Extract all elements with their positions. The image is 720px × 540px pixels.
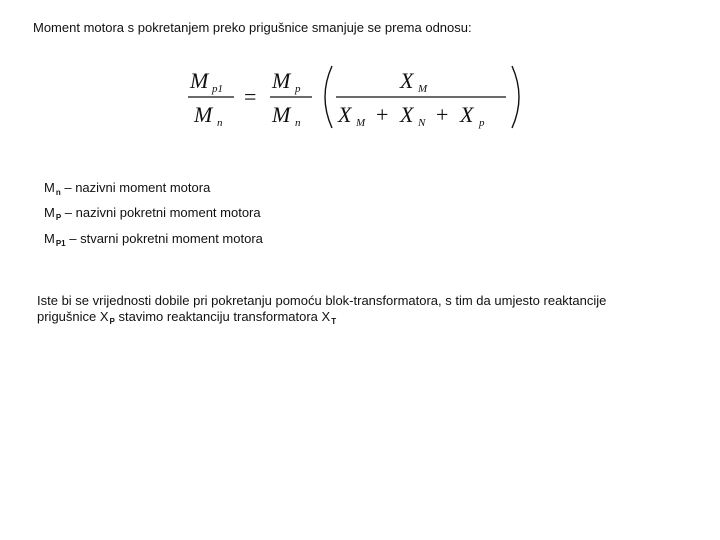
inner-numerator-sub: M — [418, 83, 428, 95]
definition-text: – nazivni moment motora — [60, 180, 211, 195]
lhs-numerator: M — [190, 68, 209, 93]
right-paren — [512, 66, 519, 128]
rhs-denominator: M — [272, 102, 291, 127]
inner-numerator: X — [400, 68, 414, 93]
inner-den-term-2-sub: N — [418, 117, 426, 129]
rhs-numerator-sub: p — [295, 83, 301, 95]
intro-text: Moment motora s pokretanjem preko prigušnice smanjuje se prema odnosu: — [33, 20, 472, 35]
inner-den-term-3-sub: p — [479, 117, 485, 129]
paragraph-line-2-end: stavimo reaktanciju transformatora X — [114, 309, 331, 324]
lhs-numerator-sub: p1 — [212, 83, 223, 95]
torque-ratio-formula — [186, 62, 526, 132]
definition-mn — [44, 180, 210, 197]
paragraph-line-1: Iste bi se vrijednosti dobile pri pokretanju pomoću blok-transformatora, s tim da umjesto reaktancije — [37, 293, 607, 308]
definition-symbol: M — [44, 180, 55, 195]
definition-subscript: P1 — [55, 239, 66, 248]
left-paren — [325, 66, 332, 128]
inner-den-term-1-sub: M — [356, 117, 366, 129]
inner-den-term-3: X — [460, 102, 474, 127]
definition-text: – nazivni pokretni moment motora — [61, 205, 261, 220]
inner-den-term-2: X — [400, 102, 414, 127]
paragraph-subscript-p: P — [109, 317, 115, 326]
paragraph-line-2-start: prigušnice X — [37, 309, 109, 324]
definition-symbol: M — [44, 231, 55, 246]
paragraph-subscript-t: T — [331, 317, 337, 326]
plus-sign-1: + — [376, 102, 389, 127]
lhs-denominator: M — [194, 102, 213, 127]
equals-sign: = — [244, 84, 257, 109]
definition-text: – stvarni pokretni moment motora — [65, 231, 263, 246]
definition-symbol: M — [44, 205, 55, 220]
definition-mp1 — [44, 231, 263, 248]
inner-den-term-1: X — [338, 102, 352, 127]
definition-subscript: n — [55, 188, 61, 197]
explanation-paragraph — [37, 293, 677, 330]
lhs-denominator-sub: n — [217, 117, 223, 129]
paragraph-line-2 — [37, 309, 677, 330]
plus-sign-2: + — [436, 102, 449, 127]
definition-mp — [44, 205, 261, 222]
rhs-numerator: M — [272, 68, 291, 93]
rhs-denominator-sub: n — [295, 117, 301, 129]
definition-subscript: P — [55, 213, 62, 222]
